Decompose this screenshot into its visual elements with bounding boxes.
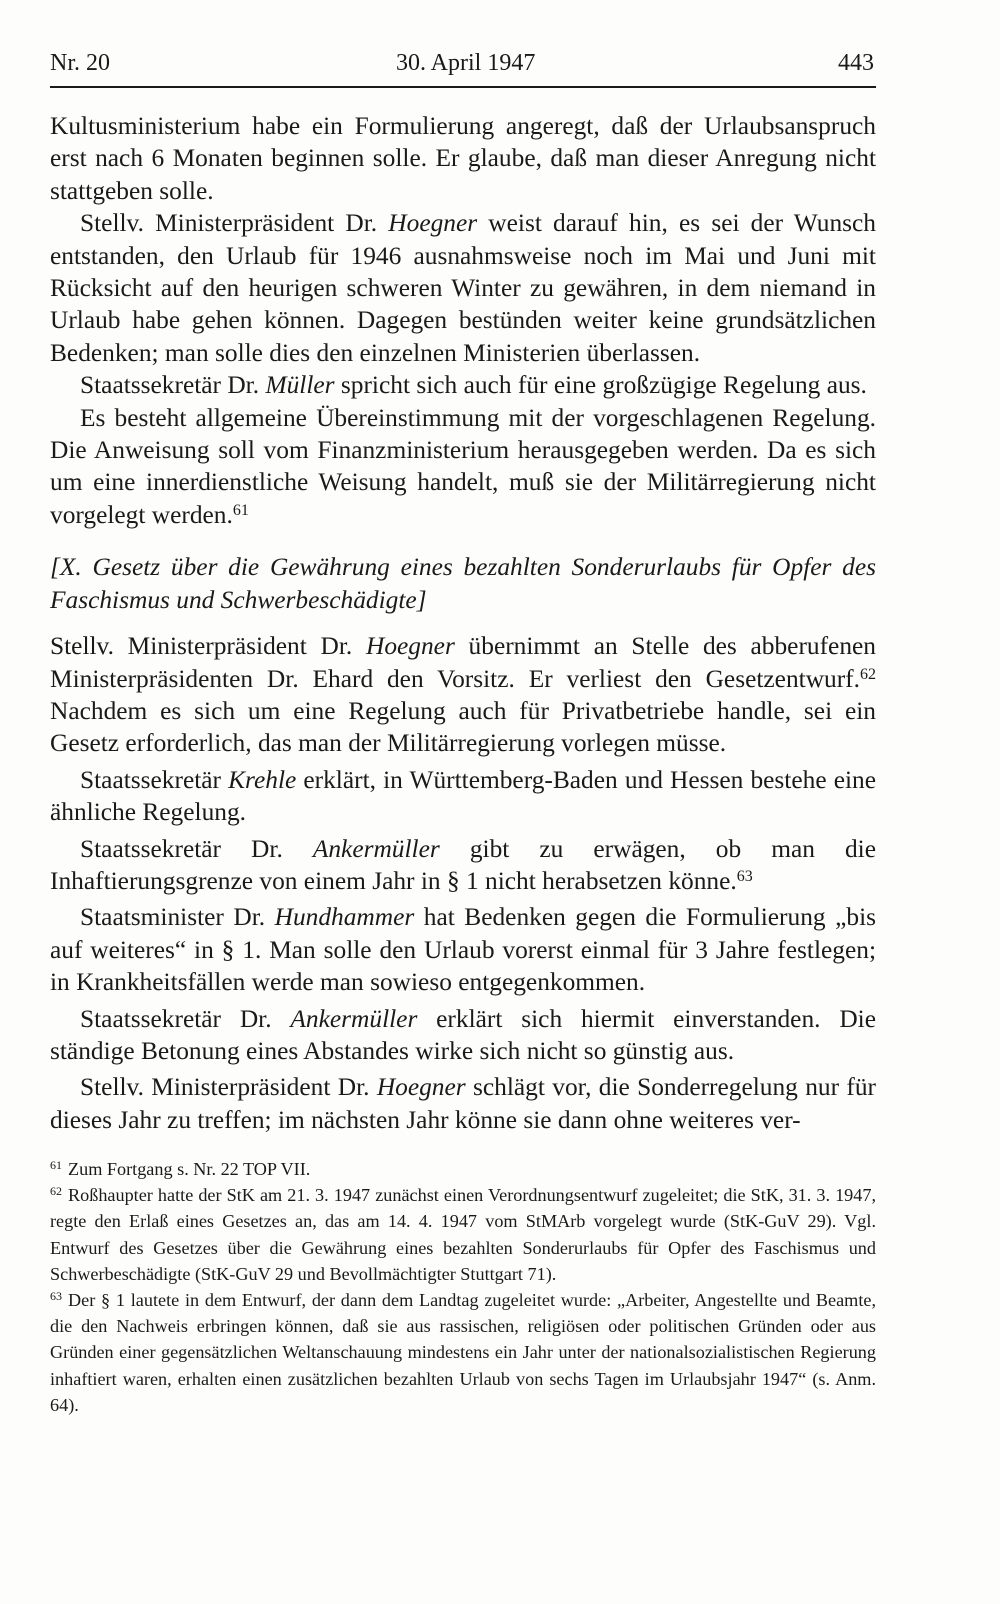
paragraph-3: Staatssekretär Dr. Müller spricht sich auch für eine großzügige Regelung aus. [80, 371, 867, 400]
footnote-number: 63 [50, 1289, 62, 1304]
page-number: 443 [838, 50, 874, 76]
footnote-63 [50, 1287, 876, 1418]
footnote-62 [50, 1182, 876, 1287]
main-text [50, 110, 876, 1136]
footnote-61 [50, 1156, 876, 1182]
speaker-name: Hundhammer [274, 903, 415, 932]
footnote-ref-62: 62 [860, 665, 876, 683]
speaker-name: Hoegner [365, 632, 455, 661]
footnote-number: 62 [50, 1184, 62, 1199]
speaker-name: Ankermüller [312, 834, 440, 863]
footnotes [50, 1156, 876, 1418]
footnote-ref-63: 63 [736, 867, 753, 885]
paragraph-6: Staatssekretär Krehle erklärt, in Württemberg-Baden und Hessen bestehe eine ähnliche Regelung. [50, 765, 876, 827]
running-header [50, 44, 876, 88]
paragraph-1: Kultusministerium habe ein Formulierung angeregt, daß der Urlaubsanspruch erst nach 6 Monaten beginnen solle. Er glaube, daß man dieser Anregung nicht stattgeben solle. [50, 112, 876, 205]
section-heading: [X. Gesetz über die Gewährung eines bezahlten Sonderurlaubs für Opfer des Faschismus und Schwerbeschädigte] [50, 553, 876, 614]
paragraph-7: Staatssekretär Dr. Ankermüller gibt zu erwägen, ob man die Inhaftierungsgrenze von einem Jahr in § 1 nicht herabsetzen könne.$^{63}$ [50, 834, 876, 895]
document-number: Nr. 20 [50, 50, 110, 76]
paragraph-2: Stellv. Ministerpräsident Dr. Hoegner weist darauf hin, es sei der Wunsch entstanden, den Urlaub für 1946 ausnahmsweise noch im Mai und Juni mit Rücksicht auf den heurigen schweren Winter zu gewähren, in dem niemand in Urlaub habe gehen können. Dagegen bestünden weiter keine grundsätzlichen Bedenken; man solle dies den einzelnen Ministerien überlassen. [50, 209, 876, 367]
footnote-text: Der § 1 lautete in dem Entwurf, der dann dem Landtag zugeleitet wurde: „Arbeiter, Angestellte und Beamte, die den Nachweis erbringen können, daß sie aus rassischen, religiösen oder politischen Gründen oder aus Gründen einer gegensätzlichen Weltanschauung mindestens ein Jahr unter der nationalsozialistischen Regierung inhaftiert waren, erhalten einen zusätzlichen bezahlten Urlaub von sechs Tagen im Urlaubsjahr 1947“ (s. Anm. 64). [50, 1290, 876, 1415]
paragraph-5: Stellv. Ministerpräsident Dr. Hoegner übernimmt an Stelle des abberufenen Ministerpräsidenten Dr. Ehard den Vorsitz. Er verliest den Gesetzentwurf.$^{62}$ Nachdem es sich um eine Regelung auch für Privatbetriebe handle, sei ein Gesetz erforderlich, das man der Militärregierung vorlegen müsse. [50, 632, 876, 758]
paragraph-10: Stellv. Ministerpräsident Dr. Hoegner schlägt vor, die Sonderregelung nur für dieses Jahr zu treffen; im nächsten Jahr könne sie dann ohne weiteres ver- [50, 1073, 876, 1134]
footnote-ref-61: 61 [232, 501, 249, 519]
header-date: 30. April 1947 [396, 50, 536, 76]
speaker-name: Hoegner [376, 1073, 466, 1102]
speaker-name: Müller [265, 371, 335, 400]
speaker-name: Hoegner [388, 209, 478, 238]
paragraph-8: Staatsminister Dr. Hundhammer hat Bedenken gegen die Formulierung „bis auf weiteres“ in § 1. Man solle den Urlaub vorerst einmal für 3 Jahre festlegen; in Krankheitsfällen werde man sowieso entgegenkommen. [50, 903, 876, 997]
footnote-text: Roßhaupter hatte der StK am 21. 3. 1947 zunächst einen Verordnungsentwurf zugeleitet; die StK, 31. 3. 1947, regte den Erlaß eines Gesetzes an, das am 14. 4. 1947 vom StMArb vorgelegt wurde (StK-GuV 29). Vgl. Entwurf des Gesetzes über die Gewährung eines bezahlten Sonderurlaubs für Opfer des Faschismus und Schwerbeschädigte (StK-GuV 29 und Bevollmächtigter Stuttgart 71). [50, 1185, 876, 1284]
paragraph-4: Es besteht allgemeine Übereinstimmung mit der vorgeschlagenen Regelung. Die Anweisung soll vom Finanzministerium herausgegeben werden. Da es sich um eine innerdienstliche Weisung handelt, muß sie der Militärregierung nicht vorgelegt werden.$^{61}$ [50, 403, 876, 529]
footnote-text: Zum Fortgang s. Nr. 22 TOP VII. [68, 1159, 311, 1179]
footnote-number: 61 [50, 1158, 62, 1172]
speaker-name: Ankermüller [290, 1004, 418, 1033]
paragraph-9: Staatssekretär Dr. Ankermüller erklärt sich hiermit einverstanden. Die ständige Betonung eines Abstandes wirke sich nicht so günstig aus. [50, 1004, 876, 1065]
speaker-name: Krehle [228, 765, 297, 794]
